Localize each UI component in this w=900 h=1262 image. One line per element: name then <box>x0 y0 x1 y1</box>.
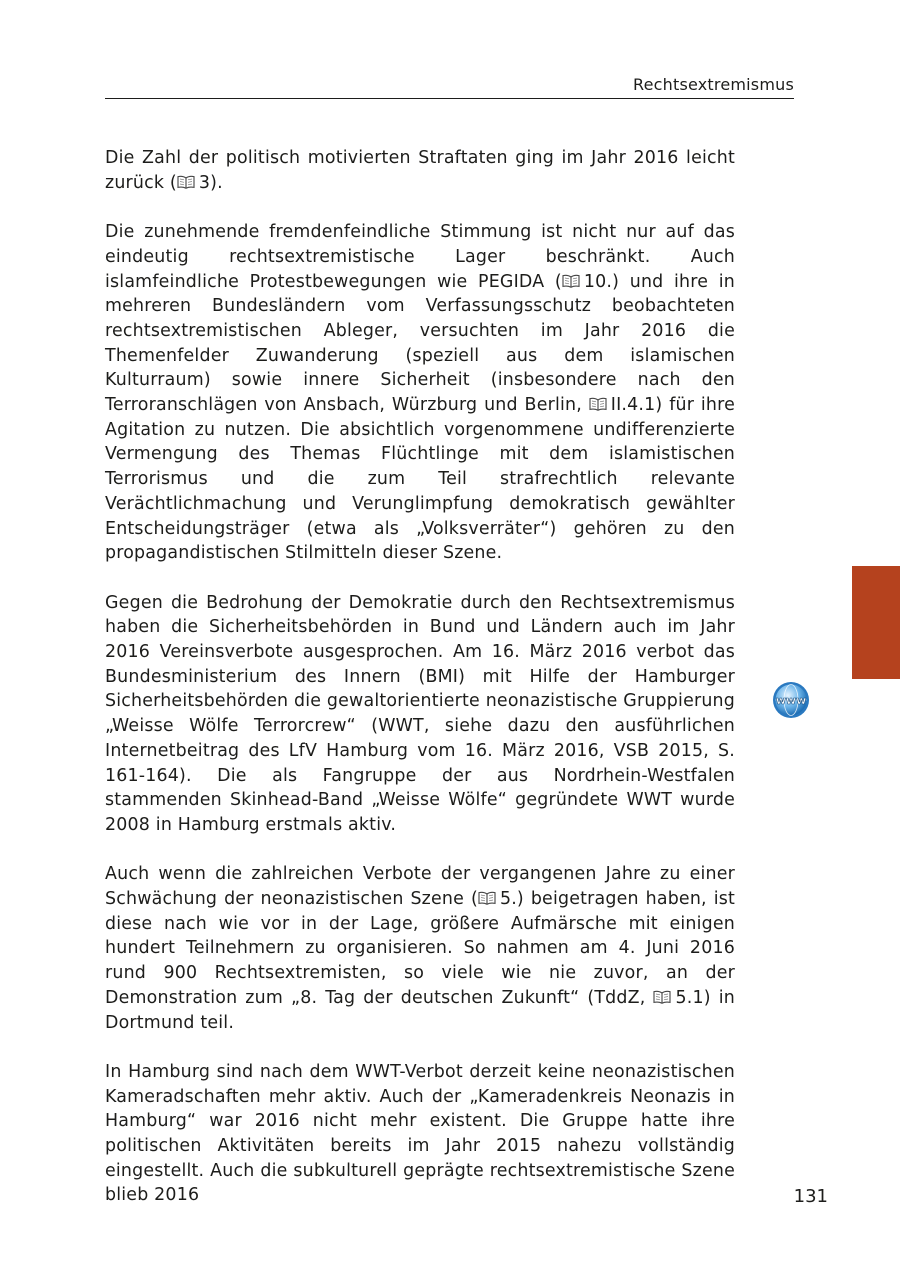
text-segment: Die Zahl der politisch motivierten Straftaten ging im Jahr 2016 leicht zurück ( <box>105 148 735 193</box>
page-number: 131 <box>793 1186 828 1207</box>
open-book-icon <box>589 397 607 411</box>
open-book-icon <box>177 175 195 189</box>
text-segment: 5.1) in Dortmund teil. <box>105 987 735 1033</box>
body-text <box>105 146 735 1208</box>
paragraph-1 <box>105 146 735 195</box>
running-header: Rechtsextremismus <box>633 75 794 94</box>
www-label: www <box>775 694 807 707</box>
open-book-icon <box>478 891 496 905</box>
text-segment: 3). <box>198 172 223 193</box>
text-segment: 5.) beigetragen haben, ist diese nach wie vor in der Lage, größere Aufmärsche mit einigen hundert Teilnehmern zu organisieren. So nahmen am 4. Juni 2016 rund 900 Rechtsextremisten, so viele wie nie zuvor, an der Demonstration zum „8. Tag der deutschen Zukunft“ (TddZ, <box>105 889 735 1008</box>
text-segment: Gegen die Bedrohung der Demokratie durch den Rechtsextremismus haben die Sicherheitsbehörden in Bund und Ländern auch im Jahr 2016 Vereinsverbote ausgesprochen. Am 16. März 2016 verbot das Bundesministerium des Innern (BMI) mit Hilfe der Hamburger Sicherheitsbehörden die gewaltorientierte neonazistische Gruppierung „Weisse Wölfe Terrorcrew“ (WWT, siehe dazu den ausführlichen Internetbeitrag des LfV Hamburg vom 16. März 2016, VSB 2015, S. 161-164). Die als Fangruppe der aus Nordrhein-Westfalen stammenden Skinhead-Band „Weisse Wölfe“ gegründete WWT wurde 2008 in Hamburg erstmals aktiv. <box>105 592 735 835</box>
globe-www-icon[interactable] <box>772 681 810 719</box>
header-rule <box>105 98 794 99</box>
text-segment: 10.) und ihre in mehreren Bundesländern vom Verfassungsschutz beobachteten rechtsextremistischen Ableger, versuchten im Jahr 2016 die Themenfelder Zuwanderung (speziell aus dem islamischen Kulturraum) sowie innere Sicherheit (insbesondere nach den Terroranschlägen von Ansbach, Würzburg und Berlin, <box>105 271 735 416</box>
chapter-tab <box>852 566 900 679</box>
open-book-icon <box>562 274 580 288</box>
text-segment: II.4.1) für ihre Agitation zu nutzen. Die absichtlich vorgenommene undifferenzierte Vermengung des Themas Flüchtlinge mit dem islamistischen Terrorismus und die zum Teil strafrechtlich relevante Verächtlichmachung und Verunglimpfung demokratisch gewählter Entscheidungsträger (etwa als „Volksverräter“) gehören zu den propagandistischen Stilmitteln dieser Szene. <box>105 395 736 564</box>
text-segment: Die zunehmende fremdenfeindliche Stimmung ist nicht nur auf das eindeutig rechtsextremistische Lager beschränkt. Auch islamfeindliche Protestbewegungen wie PEGIDA ( <box>105 222 735 292</box>
text-segment: In Hamburg sind nach dem WWT-Verbot derzeit keine neonazistischen Kameradschaften mehr aktiv. Auch der „Kameradenkreis Neonazis in Hamburg“ war 2016 nicht mehr existent. Die Gruppe hatte ihre politischen Aktivitäten bereits im Jahr 2015 nahezu vollständig eingestellt. Auch die subkulturell geprägte rechtsextremistische Szene blieb 2016 <box>105 1061 735 1206</box>
text-segment: Auch wenn die zahlreichen Verbote der vergangenen Jahre zu einer Schwächung der neonazistischen Szene ( <box>105 864 735 910</box>
paragraph-2 <box>105 220 735 566</box>
open-book-icon <box>653 990 671 1004</box>
paragraph-5 <box>105 1060 735 1208</box>
paragraph-3 <box>105 591 735 838</box>
paragraph-4 <box>105 862 735 1035</box>
